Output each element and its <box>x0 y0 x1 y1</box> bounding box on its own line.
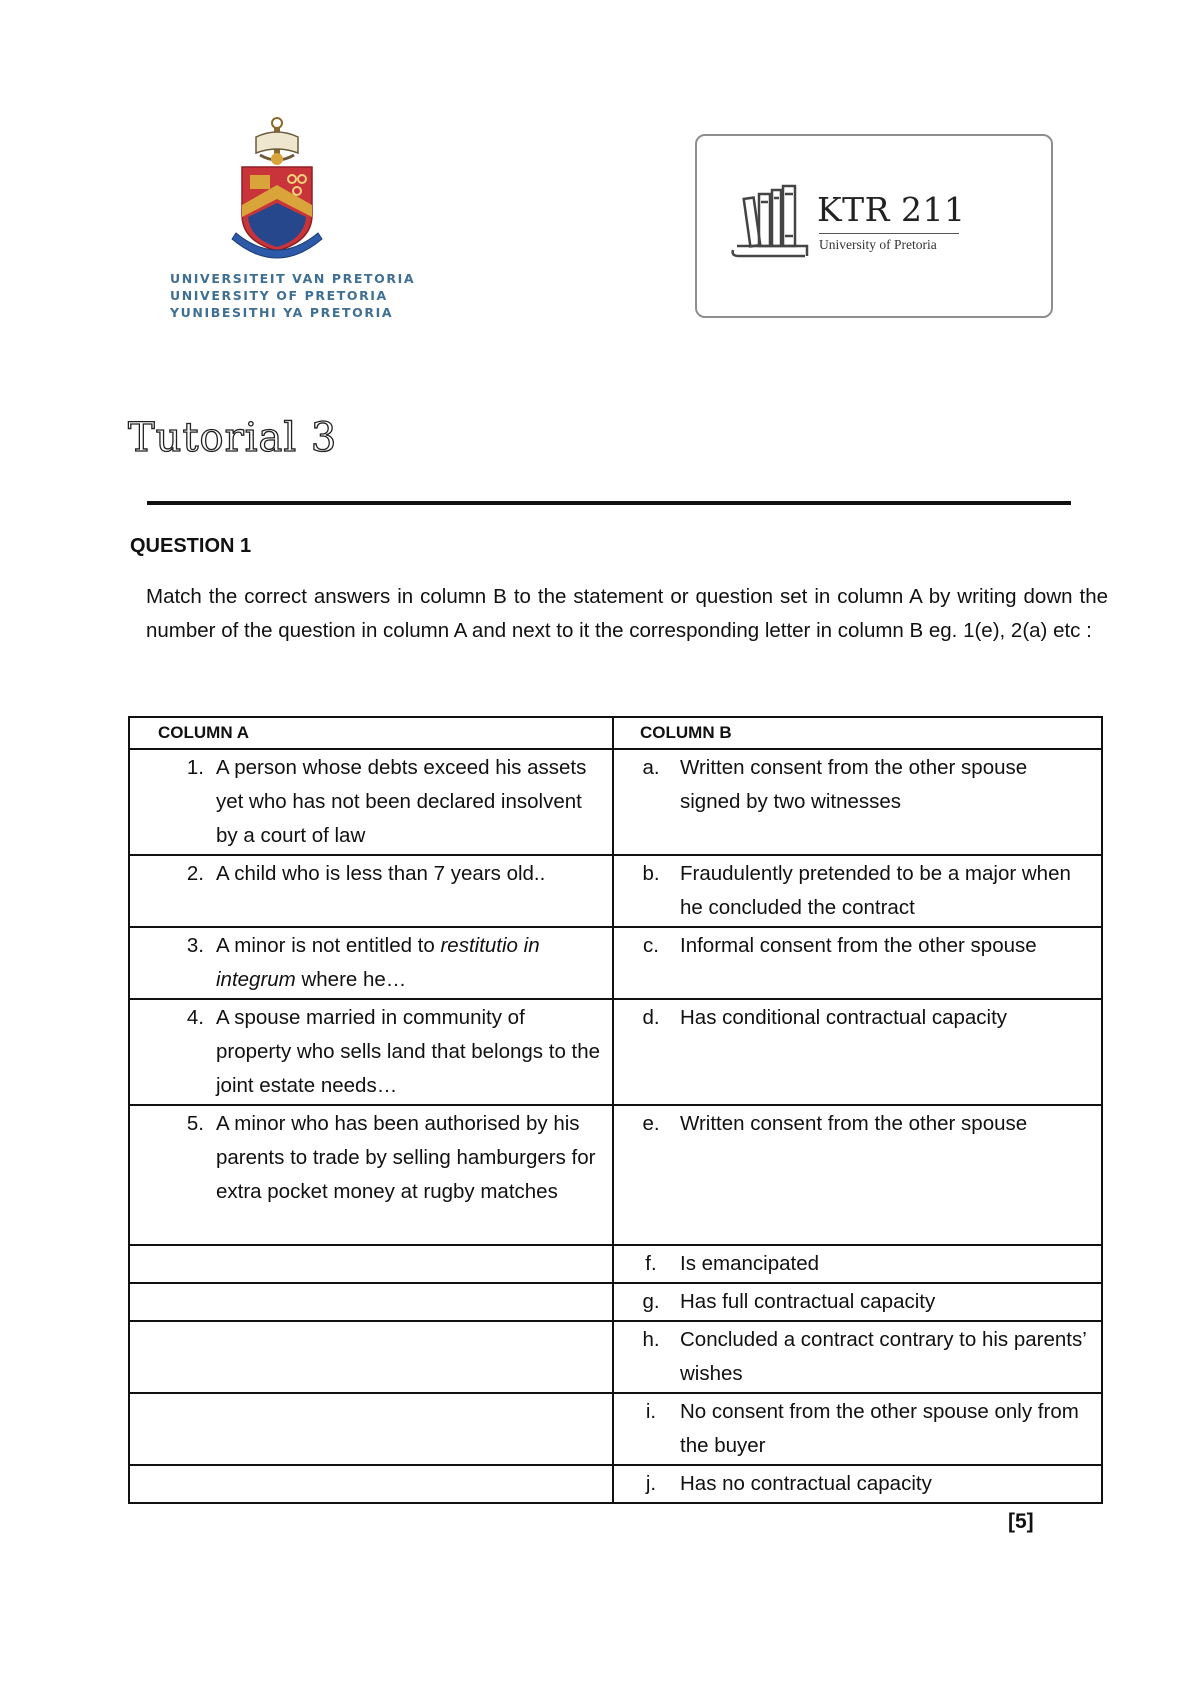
answer-letter: j. <box>645 1472 657 1495</box>
answer-letter: d. <box>642 1006 660 1029</box>
column-a-cell <box>129 927 613 999</box>
answer-text: Has no contractual capacity <box>680 1472 932 1495</box>
answer-text: Fraudulently pretended to be a major when he concluded the contract <box>680 862 1071 919</box>
item-number: 2. <box>186 862 204 885</box>
item-statement-end: where he… <box>295 968 407 991</box>
question-instructions: Match the correct answers in column B to the statement or question set in column A by writing down the number of the question in column A and next to it the corresponding letter in column B eg. 1(e), 2(a) etc : <box>146 585 1108 642</box>
column-a-empty-cell <box>129 1283 613 1321</box>
title-divider <box>147 501 1071 505</box>
course-university: University of Pretoria <box>819 237 937 252</box>
column-a-header: COLUMN A <box>129 717 613 749</box>
column-a-empty-cell <box>129 1321 613 1393</box>
answer-letter: g. <box>642 1290 660 1313</box>
column-a-empty-cell <box>129 1393 613 1465</box>
books-icon <box>727 184 811 260</box>
column-b-cell <box>613 1245 1102 1283</box>
table-row <box>129 1283 1102 1321</box>
answer-letter: b. <box>642 862 660 885</box>
course-divider <box>819 233 959 234</box>
answer-text: Concluded a contract contrary to his parents’ wishes <box>680 1328 1087 1385</box>
university-crest-icon <box>228 115 326 270</box>
answer-letter: f. <box>645 1252 657 1275</box>
table-row <box>129 855 1102 927</box>
answer-letter: e. <box>642 1112 660 1135</box>
answer-text: Informal consent from the other spouse <box>680 934 1037 957</box>
answer-text: Written consent from the other spouse signed by two witnesses <box>680 756 1028 813</box>
matching-table <box>128 716 1103 1504</box>
column-b-cell <box>613 927 1102 999</box>
column-a-cell <box>129 855 613 927</box>
column-b-cell <box>613 855 1102 927</box>
total-marks: [5] <box>1008 1510 1034 1533</box>
column-b-cell <box>613 749 1102 855</box>
column-a-cell <box>129 1105 613 1245</box>
column-b-cell <box>613 1393 1102 1465</box>
table-header-row <box>129 717 1102 749</box>
answer-text: Written consent from the other spouse <box>680 1112 1028 1135</box>
column-b-cell <box>613 1321 1102 1393</box>
answer-letter: h. <box>642 1328 660 1351</box>
item-number: 1. <box>186 756 204 779</box>
column-b-header: COLUMN B <box>613 717 1102 749</box>
item-statement: A child who is less than 7 years old.. <box>216 862 546 885</box>
table-row <box>129 999 1102 1105</box>
table-row <box>129 1465 1102 1503</box>
item-statement: A person whose debts exceed his assets yet who has not been declared insolvent by a court of law <box>216 756 587 847</box>
item-number: 5. <box>186 1112 204 1135</box>
column-b-cell <box>613 1465 1102 1503</box>
question-heading: QUESTION 1 <box>130 535 252 557</box>
table-row <box>129 749 1102 855</box>
university-logo <box>170 115 416 335</box>
column-a-cell <box>129 999 613 1105</box>
item-statement <box>216 929 612 997</box>
answer-text: Has conditional contractual capacity <box>680 1006 1008 1029</box>
table-row <box>129 1393 1102 1465</box>
course-badge <box>695 134 1053 318</box>
answer-text: Has full contractual capacity <box>680 1290 936 1313</box>
table-row <box>129 1105 1102 1245</box>
university-name-english: UNIVERSITY OF PRETORIA <box>170 288 388 303</box>
table-row <box>129 927 1102 999</box>
item-number: 4. <box>186 1006 204 1029</box>
column-a-empty-cell <box>129 1465 613 1503</box>
column-a-cell <box>129 749 613 855</box>
item-statement-start: A minor is not entitled to <box>216 934 441 957</box>
answer-text: Is emancipated <box>680 1252 820 1275</box>
column-b-cell <box>613 1105 1102 1245</box>
answer-letter: i. <box>645 1400 657 1423</box>
page-title: Tutorial 3 <box>128 415 338 461</box>
answer-letter: c. <box>643 934 659 957</box>
table-row <box>129 1245 1102 1283</box>
item-number: 3. <box>186 934 204 957</box>
university-name-afrikaans: UNIVERSITEIT VAN PRETORIA <box>170 271 416 286</box>
answer-letter: a. <box>642 756 660 779</box>
item-statement: A spouse married in community of property who sells land that belongs to the joint estate needs… <box>216 1006 601 1097</box>
university-name-sepedi: YUNIBESITHI YA PRETORIA <box>170 305 394 320</box>
item-statement: A minor who has been authorised by his parents to trade by selling hamburgers for extra pocket money at rugby matches <box>216 1112 596 1203</box>
item-statement-latin-term: restitutio in integrum <box>216 934 540 991</box>
column-b-cell <box>613 1283 1102 1321</box>
table-row <box>129 1321 1102 1393</box>
answer-text: No consent from the other spouse only from the buyer <box>680 1400 1079 1457</box>
course-code: KTR 211 <box>817 190 966 229</box>
column-b-cell <box>613 999 1102 1105</box>
column-a-empty-cell <box>129 1245 613 1283</box>
